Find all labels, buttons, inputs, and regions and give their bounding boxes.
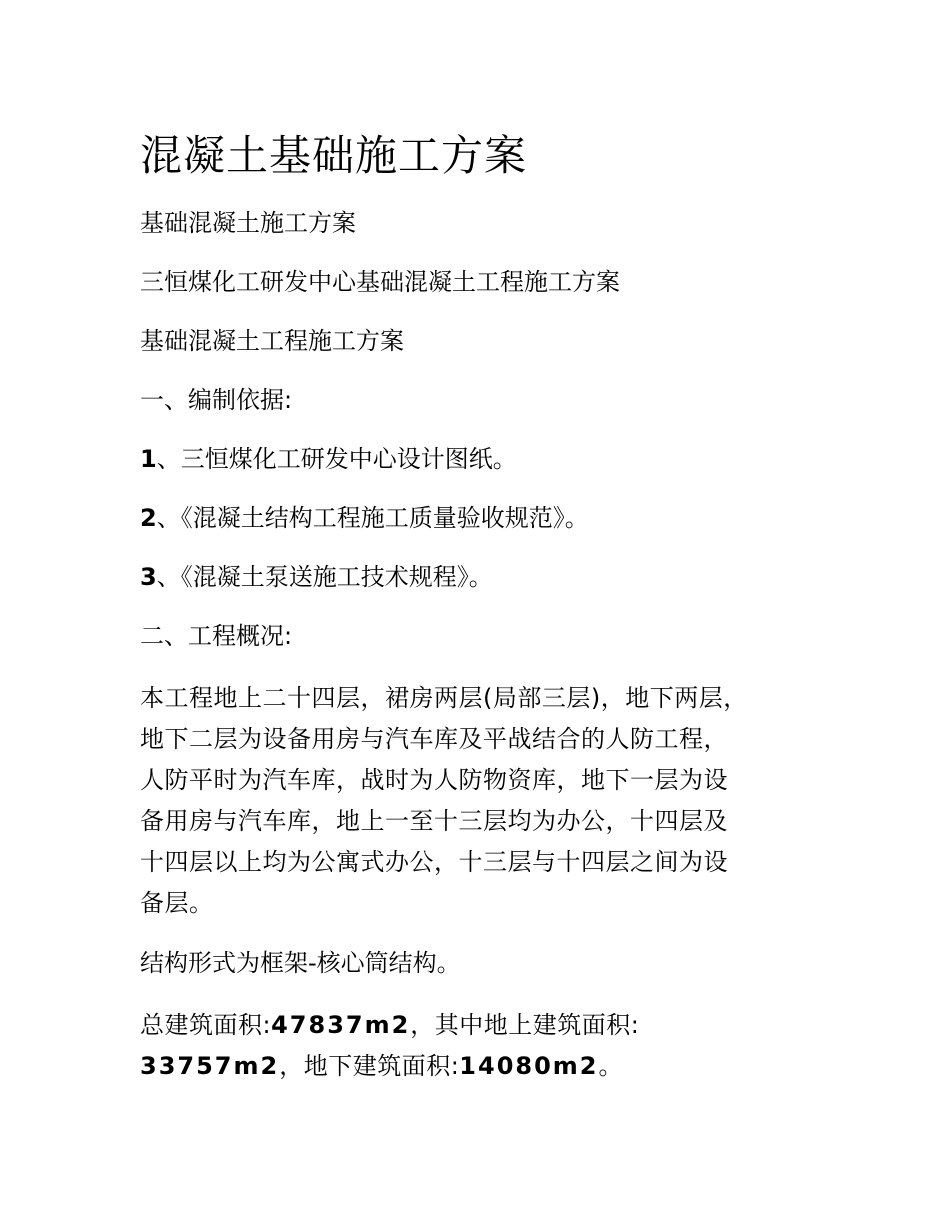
- below-area-label: ，地下建筑面积:: [279, 1052, 460, 1080]
- section2-heading: 二、工程概况:: [140, 622, 293, 650]
- item-text: 、《混凝土结构工程施工质量验收规范》。: [156, 504, 589, 532]
- overview-line: 人防平时为汽车库，战时为人防物资库，地下一层为设: [140, 766, 728, 794]
- below-area-value: 14080m2: [459, 1052, 599, 1080]
- area-paragraph: [140, 1005, 810, 1087]
- document-title: 混凝土基础施工方案: [140, 131, 528, 180]
- total-area-label: 总建筑面积:: [140, 1011, 272, 1039]
- item-text: 、《混凝土泵送施工技术规程》。: [156, 563, 493, 591]
- subtitle-3: 基础混凝土工程施工方案: [140, 327, 404, 355]
- area-end-punct: 。: [598, 1052, 623, 1080]
- section1-heading: 一、编制依据:: [140, 386, 293, 414]
- basis-item-2: [140, 501, 810, 535]
- overview-line: 本工程地上二十四层，裙房两层(局部三层)，地下两层，: [140, 684, 748, 712]
- overview-line: 备层。: [140, 889, 214, 917]
- item-number: 3: [140, 563, 157, 591]
- item-text: 、三恒煤化工研发中心设计图纸。: [156, 445, 517, 473]
- structure-paragraph: 结构形式为框架-核心筒结构。: [140, 949, 461, 977]
- basis-item-3: [140, 560, 810, 594]
- overview-line: 地下二层为设备用房与汽车库及平战结合的人防工程，: [140, 725, 728, 753]
- basis-item-1: [140, 442, 810, 476]
- above-area-value: 33757m2: [140, 1052, 280, 1080]
- total-area-value: 47837m2: [271, 1011, 411, 1039]
- overview-paragraph: [140, 678, 810, 924]
- item-number: 2: [140, 504, 157, 532]
- area-line-1: [140, 1005, 810, 1046]
- area-line-2: [140, 1046, 810, 1087]
- item-number: 1: [140, 445, 157, 473]
- above-area-label: ，其中地上建筑面积:: [410, 1011, 640, 1039]
- overview-line: 备用房与汽车库，地上一至十三层均为办公，十四层及: [140, 807, 728, 835]
- overview-line: 十四层以上均为公寓式办公，十三层与十四层之间为设: [140, 848, 728, 876]
- subtitle-1: 基础混凝土施工方案: [140, 209, 356, 237]
- subtitle-2: 三恒煤化工研发中心基础混凝土工程施工方案: [140, 268, 620, 296]
